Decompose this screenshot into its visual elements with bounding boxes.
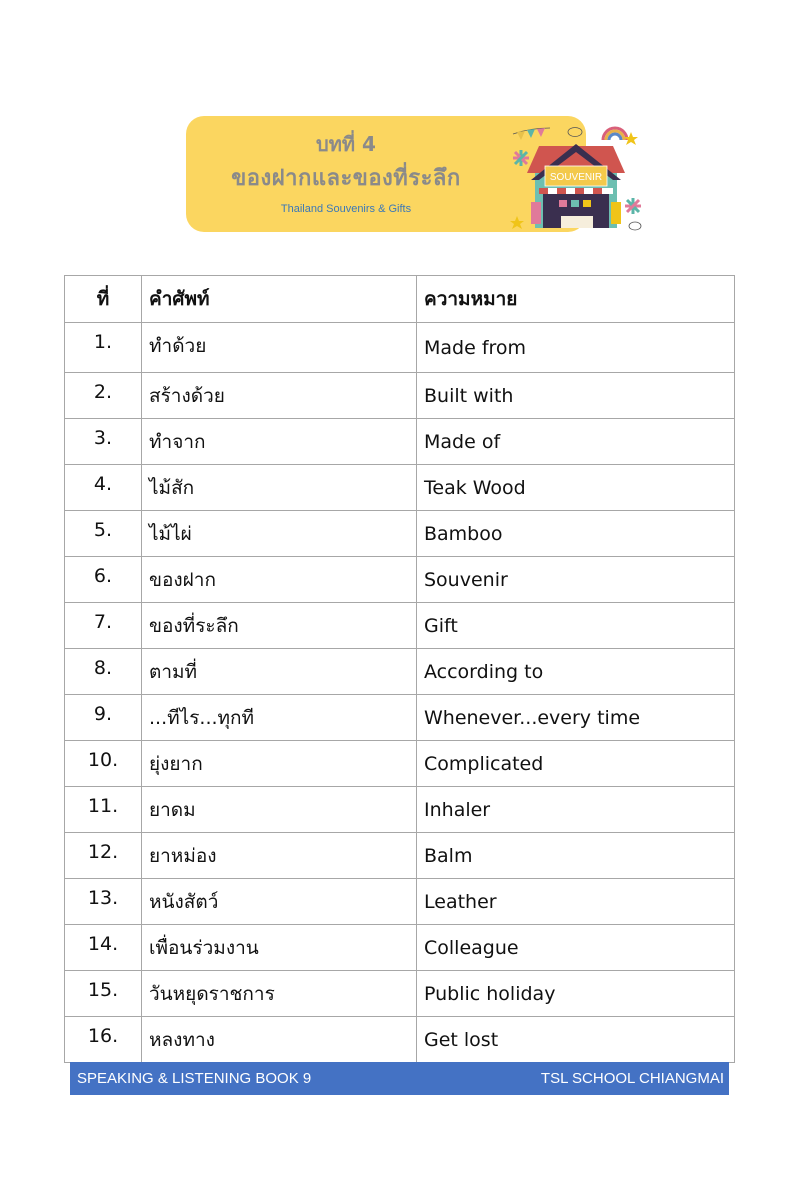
row-number: 3.	[65, 419, 142, 465]
english-meaning: Souvenir	[417, 557, 735, 603]
english-meaning: Get lost	[417, 1017, 735, 1063]
english-meaning: Colleague	[417, 925, 735, 971]
row-number: 1.	[65, 323, 142, 373]
table-row	[65, 323, 735, 373]
thai-word: ของที่ระลึก	[142, 603, 417, 649]
table-row	[65, 511, 735, 557]
thai-word: วันหยุดราชการ	[142, 971, 417, 1017]
row-number: 10.	[65, 741, 142, 787]
row-number: 12.	[65, 833, 142, 879]
thai-word: ยุ่งยาก	[142, 741, 417, 787]
row-number: 2.	[65, 373, 142, 419]
english-meaning: Complicated	[417, 741, 735, 787]
table-row	[65, 373, 735, 419]
thai-word: เพื่อนร่วมงาน	[142, 925, 417, 971]
table-row	[65, 695, 735, 741]
english-meaning: According to	[417, 649, 735, 695]
thai-word: ยาหม่อง	[142, 833, 417, 879]
english-meaning: Leather	[417, 879, 735, 925]
lesson-subtitle: ของฝากและของที่ระลึก	[231, 166, 461, 191]
row-number: 14.	[65, 925, 142, 971]
thai-word: ไม้ไผ่	[142, 511, 417, 557]
row-number: 5.	[65, 511, 142, 557]
vocabulary-table	[64, 275, 735, 1063]
thai-word: ยาดม	[142, 787, 417, 833]
english-meaning: Balm	[417, 833, 735, 879]
table-row	[65, 833, 735, 879]
page-footer	[70, 1062, 729, 1095]
svg-text:SOUVENIR: SOUVENIR	[549, 172, 603, 183]
row-number: 4.	[65, 465, 142, 511]
souvenir-shop-illustration	[505, 118, 650, 233]
english-meaning: Made of	[417, 419, 735, 465]
english-meaning: Whenever...every time	[417, 695, 735, 741]
english-meaning: Made from	[417, 323, 735, 373]
row-number: 16.	[65, 1017, 142, 1063]
thai-word: ของฝาก	[142, 557, 417, 603]
row-number: 13.	[65, 879, 142, 925]
english-meaning: Built with	[417, 373, 735, 419]
table-row	[65, 603, 735, 649]
english-meaning: Gift	[417, 603, 735, 649]
table-row	[65, 879, 735, 925]
english-meaning: Bamboo	[417, 511, 735, 557]
english-meaning: Public holiday	[417, 971, 735, 1017]
row-number: 9.	[65, 695, 142, 741]
table-header-row	[65, 276, 735, 323]
row-number: 11.	[65, 787, 142, 833]
thai-word: ...ทีไร...ทุกที	[142, 695, 417, 741]
header-number: ที่	[65, 276, 142, 323]
thai-word: ตามที่	[142, 649, 417, 695]
table-row	[65, 787, 735, 833]
thai-word: ทำด้วย	[142, 323, 417, 373]
thai-word: สร้างด้วย	[142, 373, 417, 419]
footer-book-title: SPEAKING & LISTENING BOOK 9	[77, 1070, 312, 1087]
table-row	[65, 925, 735, 971]
row-number: 15.	[65, 971, 142, 1017]
lesson-title: บทที่ 4	[316, 132, 376, 156]
footer-school-name: TSL SCHOOL CHIANGMAI	[540, 1070, 724, 1087]
thai-word: ทำจาก	[142, 419, 417, 465]
row-number: 6.	[65, 557, 142, 603]
row-number: 8.	[65, 649, 142, 695]
table-row	[65, 971, 735, 1017]
table-row	[65, 741, 735, 787]
thai-word: ไม้สัก	[142, 465, 417, 511]
english-meaning: Teak Wood	[417, 465, 735, 511]
table-row	[65, 1017, 735, 1063]
row-number: 7.	[65, 603, 142, 649]
banner-text	[186, 116, 506, 232]
english-meaning: Inhaler	[417, 787, 735, 833]
thai-word: หนังสัตว์	[142, 879, 417, 925]
table-row	[65, 465, 735, 511]
lesson-subtitle-en: Thailand Souvenirs & Gifts	[280, 203, 412, 215]
thai-word: หลงทาง	[142, 1017, 417, 1063]
header-vocabulary: คำศัพท์	[142, 276, 417, 323]
table-row	[65, 419, 735, 465]
table-row	[65, 557, 735, 603]
table-row	[65, 649, 735, 695]
header-meaning: ความหมาย	[417, 276, 735, 323]
